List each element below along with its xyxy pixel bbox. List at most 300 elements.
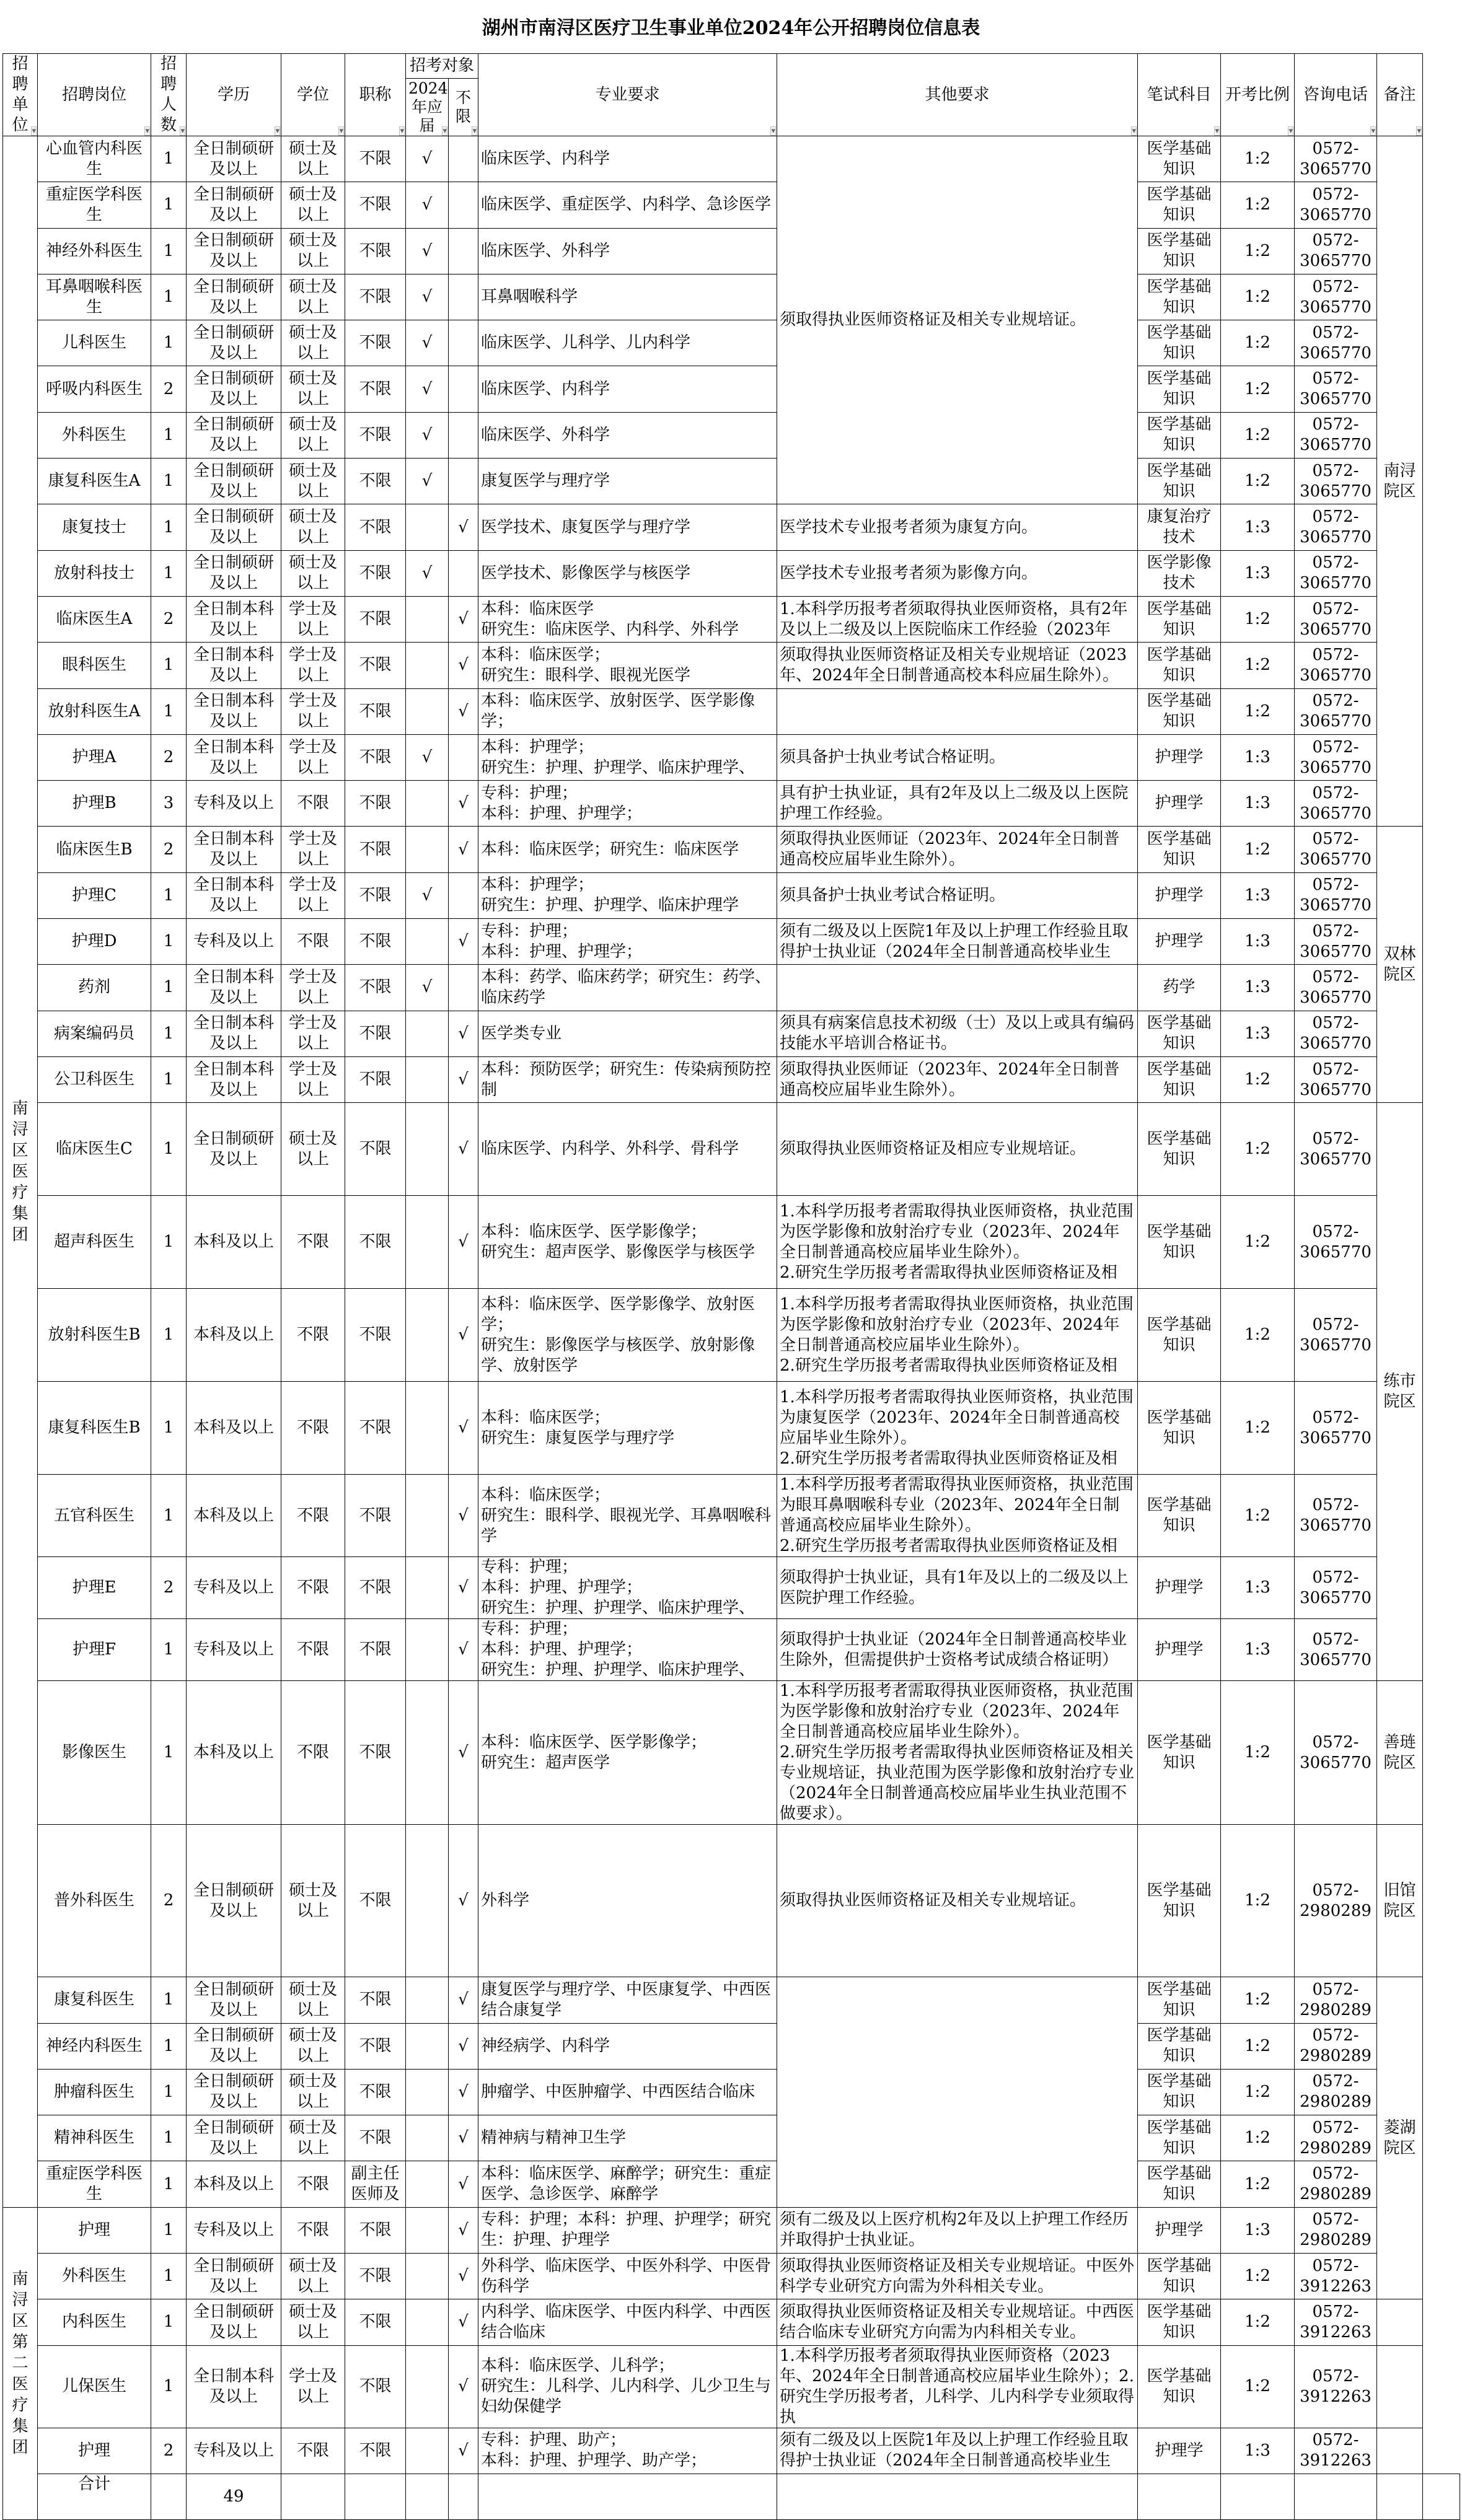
major-text: 康复医学与理疗学	[481, 472, 610, 491]
ratio-cell: 1:2	[1221, 2161, 1295, 2207]
header-target-2024[interactable]: 2024年应届 ▾	[406, 78, 449, 136]
position-cell: 儿科医生	[38, 320, 151, 366]
other-text: 1.本科学历报考者需取得执业医师资格，执业范围为眼耳鼻咽喉科专业（2023年、2024年全日制普通高校应届毕业生除外）。 2.研究生学历报考者需取得执业医师资格证及相	[780, 1475, 1134, 1556]
position-cell: 心血管内科医生	[38, 136, 151, 182]
other-text: 1.本科学历报考者需取得执业医师资格，执业范围为医学影像和放射治疗专业（2023年、2024年全日制普通高校应届毕业生除外）。 2.研究生学历报考者需取得执业医师资格证及相	[780, 1294, 1134, 1375]
major-cell	[478, 182, 777, 228]
degree-cell: 学士及以上	[281, 643, 345, 688]
major-cell	[478, 1475, 777, 1557]
count-cell: 1	[151, 872, 187, 918]
position-cell: 康复科医生	[38, 1977, 151, 2023]
major-text: 康复医学与理疗学、中医康复学、中西医结合康复学	[481, 1980, 772, 2019]
phone-cell: 0572-3065770	[1295, 734, 1377, 780]
degree-cell: 硕士及以上	[281, 1825, 345, 1977]
phone-cell: 0572-3065770	[1295, 550, 1377, 596]
exam-cell: 医学基础知识	[1138, 827, 1221, 872]
table-row	[3, 2207, 1460, 2253]
major-cell	[478, 1681, 777, 1825]
degree-cell: 学士及以上	[281, 596, 345, 642]
target-2024-cell: √	[406, 412, 449, 458]
major-text: 专科：护理、助产； 本科：护理、护理学、助产学；	[481, 2431, 707, 2470]
position-cell: 放射科技士	[38, 550, 151, 596]
title-cell: 不限	[345, 781, 406, 827]
target-any-cell: √	[449, 596, 478, 642]
total-empty	[1377, 2474, 1423, 2519]
major-cell	[478, 1619, 777, 1681]
major-text: 专科：护理； 本科：护理、护理学； 研究生：护理、护理学、临床护理学、	[481, 1558, 755, 1618]
degree-cell: 学士及以上	[281, 734, 345, 780]
exam-cell: 医学影像技术	[1138, 550, 1221, 596]
total-empty	[151, 2474, 187, 2519]
count-cell: 3	[151, 781, 187, 827]
other-cell	[777, 2207, 1138, 2253]
position-cell: 重症医学科医生	[38, 2161, 151, 2207]
target-any-cell	[449, 550, 478, 596]
education-cell: 全日制本科及以上	[187, 965, 281, 1011]
unit-cell: 南浔区医疗集团	[3, 136, 38, 2208]
target-2024-cell	[406, 1056, 449, 1102]
table-row	[3, 1977, 1460, 2023]
position-cell: 外科医生	[38, 412, 151, 458]
position-cell: 精神科医生	[38, 2115, 151, 2161]
target-any-cell: √	[449, 1825, 478, 1977]
major-text: 本科：临床医学； 研究生：眼科学、眼视光学、耳鼻咽喉科学	[481, 1485, 772, 1545]
table-row	[3, 827, 1460, 872]
note-cell: 旧馆院区	[1377, 1825, 1423, 1977]
title-cell: 不限	[345, 1103, 406, 1196]
count-cell: 1	[151, 1382, 187, 1475]
major-text: 本科：临床医学、医学影像学； 研究生：超声医学	[481, 1732, 707, 1772]
count-cell: 2	[151, 366, 187, 412]
title-cell: 不限	[345, 366, 406, 412]
degree-cell: 硕士及以上	[281, 1103, 345, 1196]
exam-cell: 医学基础知识	[1138, 688, 1221, 734]
other-cell	[777, 1103, 1138, 1196]
other-cell	[777, 2299, 1138, 2345]
target-2024-cell	[406, 2254, 449, 2299]
phone-cell: 0572-3065770	[1295, 643, 1377, 688]
education-cell: 本科及以上	[187, 1681, 281, 1825]
note-cell: 练市院区	[1377, 1103, 1423, 1681]
position-cell: 神经内科医生	[38, 2023, 151, 2069]
major-cell	[478, 919, 777, 965]
title-cell: 不限	[345, 2115, 406, 2161]
major-cell	[478, 2115, 777, 2161]
target-any-cell: √	[449, 2299, 478, 2345]
unit-cell: 南浔区第二医疗集团	[3, 2207, 38, 2519]
other-text: 须取得执业医师资格证及相应专业规培证。	[780, 1139, 1086, 1159]
phone-cell: 0572-3065770	[1295, 274, 1377, 320]
major-text: 内科学、临床医学、中医内科学、中西医结合临床	[481, 2302, 772, 2342]
other-cell	[777, 1557, 1138, 1619]
other-text: 须有二级及以上医院1年及以上护理工作经验且取得护士执业证（2024年全日制普通高校毕业生	[780, 2431, 1129, 2470]
target-2024-cell	[406, 1103, 449, 1196]
target-any-cell: √	[449, 827, 478, 872]
phone-cell: 0572-3065770	[1295, 1011, 1377, 1056]
education-cell: 全日制硕研及以上	[187, 2069, 281, 2115]
education-cell: 全日制本科及以上	[187, 643, 281, 688]
exam-cell: 护理学	[1138, 781, 1221, 827]
other-cell	[777, 596, 1138, 642]
major-text: 耳鼻咽喉科学	[481, 288, 578, 307]
target-any-cell	[449, 412, 478, 458]
table-row	[3, 412, 1460, 458]
count-cell: 1	[151, 2115, 187, 2161]
exam-cell: 医学基础知识	[1138, 2161, 1221, 2207]
phone-cell: 0572-3065770	[1295, 872, 1377, 918]
education-cell: 全日制本科及以上	[187, 596, 281, 642]
count-cell: 1	[151, 550, 187, 596]
table-row	[3, 1619, 1460, 1681]
exam-cell: 医学基础知识	[1138, 228, 1221, 274]
major-text: 本科：临床医学； 研究生：眼科学、眼视光医学	[481, 645, 691, 685]
target-2024-cell: √	[406, 965, 449, 1011]
other-cell	[777, 872, 1138, 918]
major-text: 本科：临床医学； 研究生：康复医学与理疗学	[481, 1408, 675, 1447]
title-cell: 不限	[345, 2207, 406, 2253]
target-2024-cell	[406, 1289, 449, 1382]
target-any-cell: √	[449, 2207, 478, 2253]
target-2024-cell: √	[406, 320, 449, 366]
other-text: 须取得护士执业证，具有1年及以上的二级及以上医院护理工作经验。	[780, 1568, 1129, 1607]
major-cell	[478, 872, 777, 918]
position-cell: 临床医生C	[38, 1103, 151, 1196]
header-exam[interactable]: 笔试科目 ▾	[1138, 54, 1221, 136]
header-unit[interactable]: 招聘单位 ▾	[3, 54, 38, 136]
ratio-cell: 1:2	[1221, 412, 1295, 458]
exam-cell: 医学基础知识	[1138, 2345, 1221, 2428]
major-text: 本科：护理学； 研究生：护理、护理学、临床护理学	[481, 876, 739, 915]
phone-cell: 0572-3065770	[1295, 965, 1377, 1011]
target-2024-cell	[406, 2115, 449, 2161]
table-row	[3, 2069, 1460, 2115]
table-row	[3, 2428, 1460, 2474]
education-cell: 本科及以上	[187, 1289, 281, 1382]
header-target-any[interactable]: 不限 ▾	[449, 78, 478, 136]
total-empty	[449, 2474, 478, 2519]
table-row	[3, 688, 1460, 734]
education-cell: 全日制硕研及以上	[187, 1825, 281, 1977]
page-title: 湖州市南浔区医疗卫生事业单位2024年公开招聘岗位信息表	[482, 17, 980, 39]
target-2024-cell	[406, 919, 449, 965]
other-cell	[777, 2428, 1138, 2474]
major-text: 医学类专业	[481, 1024, 562, 1043]
count-cell: 1	[151, 412, 187, 458]
major-cell	[478, 781, 777, 827]
header-degree[interactable]: 学位 ▾	[281, 54, 345, 136]
major-cell	[478, 734, 777, 780]
other-text: 须具备护士执业考试合格证明。	[780, 748, 1006, 766]
education-cell: 专科及以上	[187, 2207, 281, 2253]
count-cell: 2	[151, 827, 187, 872]
position-cell: 重症医学科医生	[38, 182, 151, 228]
education-cell: 全日制本科及以上	[187, 688, 281, 734]
title-cell: 不限	[345, 1825, 406, 1977]
count-cell: 1	[151, 1103, 187, 1196]
count-cell: 1	[151, 1681, 187, 1825]
exam-cell: 护理学	[1138, 872, 1221, 918]
other-text: 须取得执业医师资格证及相关专业规培证。	[780, 310, 1086, 330]
exam-cell: 医学基础知识	[1138, 643, 1221, 688]
count-cell: 1	[151, 2254, 187, 2299]
ratio-cell: 1:2	[1221, 136, 1295, 182]
title-cell: 不限	[345, 182, 406, 228]
other-cell	[777, 1619, 1138, 1681]
exam-cell: 医学基础知识	[1138, 412, 1221, 458]
position-cell: 临床医生A	[38, 596, 151, 642]
title-cell: 不限	[345, 965, 406, 1011]
degree-cell: 硕士及以上	[281, 2254, 345, 2299]
target-2024-cell	[406, 2023, 449, 2069]
target-2024-cell: √	[406, 872, 449, 918]
title-cell: 不限	[345, 1977, 406, 2023]
major-cell	[478, 366, 777, 412]
education-cell: 全日制本科及以上	[187, 1011, 281, 1056]
other-text: 1.本科学历报考者需取得执业医师资格，执业范围为医学影像和放射治疗专业（2023年、2024年全日制普通高校应届毕业生除外）。 2.研究生学历报考者需取得执业医师资格证及相	[780, 1201, 1134, 1282]
count-cell: 1	[151, 965, 187, 1011]
count-cell: 2	[151, 1557, 187, 1619]
position-cell: 病案编码员	[38, 1011, 151, 1056]
ratio-cell: 1:2	[1221, 320, 1295, 366]
phone-cell: 0572-3065770	[1295, 1681, 1377, 1825]
major-cell	[478, 412, 777, 458]
education-cell: 专科及以上	[187, 781, 281, 827]
count-cell: 1	[151, 688, 187, 734]
major-cell	[478, 1196, 777, 1289]
table-row	[3, 1475, 1460, 1557]
title-cell: 不限	[345, 228, 406, 274]
major-text: 本科：临床医学、医学影像学、放射医学； 研究生：影像医学与核医学、放射影像学、放射医学	[481, 1294, 755, 1375]
other-cell	[777, 734, 1138, 780]
table-row	[3, 1681, 1460, 1825]
ratio-cell: 1:2	[1221, 228, 1295, 274]
table-row	[3, 504, 1460, 550]
major-text: 临床医学、外科学	[481, 241, 610, 260]
target-any-cell: √	[449, 1056, 478, 1102]
note-cell-empty	[1377, 2345, 1423, 2428]
target-2024-cell: √	[406, 550, 449, 596]
education-cell: 全日制本科及以上	[187, 827, 281, 872]
major-text: 临床医学、内科学	[481, 149, 610, 169]
degree-cell: 硕士及以上	[281, 274, 345, 320]
other-text: 须有二级及以上医院1年及以上护理工作经验且取得护士执业证（2024年全日制普通高校毕业生	[780, 921, 1129, 961]
target-any-cell: √	[449, 2428, 478, 2474]
count-cell: 2	[151, 1825, 187, 1977]
education-cell: 全日制硕研及以上	[187, 504, 281, 550]
other-cell	[777, 1977, 1138, 2207]
header-other[interactable]: 其他要求 ▾	[777, 54, 1138, 136]
education-cell: 本科及以上	[187, 2161, 281, 2207]
target-any-cell: √	[449, 504, 478, 550]
major-text: 本科：临床医学 研究生：临床医学、内科学、外科学	[481, 599, 739, 639]
header-count[interactable]: 招聘人数 ▾	[151, 54, 187, 136]
ratio-cell: 1:2	[1221, 1382, 1295, 1475]
header-major[interactable]: 专业要求 ▾	[478, 54, 777, 136]
target-2024-cell: √	[406, 459, 449, 504]
other-text: 须取得执业医师资格证及相关专业规培证。中西医结合临床专业研究方向需为内科相关专业。	[780, 2302, 1135, 2342]
count-cell: 1	[151, 1011, 187, 1056]
count-cell: 2	[151, 734, 187, 780]
phone-cell: 0572-3065770	[1295, 136, 1377, 182]
title-cell: 不限	[345, 872, 406, 918]
header-position[interactable]: 招聘岗位 ▾	[38, 54, 151, 136]
target-any-cell: √	[449, 1681, 478, 1825]
education-cell: 专科及以上	[187, 2428, 281, 2474]
table-row	[3, 1289, 1460, 1382]
position-cell: 眼科医生	[38, 643, 151, 688]
other-text: 医学技术专业报考者须为影像方向。	[780, 563, 1038, 582]
target-2024-cell	[406, 504, 449, 550]
count-cell: 1	[151, 136, 187, 182]
target-any-cell: √	[449, 2023, 478, 2069]
ratio-cell: 1:3	[1221, 1619, 1295, 1681]
other-text: 1.本科学历报考者须取得执业医师资格（2023年、2024年全日制普通高校应届毕业生除外）；2.研究生学历报考者，儿科学、儿内科学专业须取得执	[780, 2346, 1135, 2426]
target-any-cell: √	[449, 2345, 478, 2428]
major-cell	[478, 1289, 777, 1382]
phone-cell: 0572-3065770	[1295, 182, 1377, 228]
count-cell: 1	[151, 228, 187, 274]
target-2024-cell	[406, 643, 449, 688]
target-2024-cell	[406, 596, 449, 642]
degree-cell: 硕士及以上	[281, 504, 345, 550]
exam-cell: 医学基础知识	[1138, 1681, 1221, 1825]
header-education[interactable]: 学历 ▾	[187, 54, 281, 136]
degree-cell: 不限	[281, 781, 345, 827]
other-cell	[777, 1056, 1138, 1102]
other-text: 须有二级及以上医疗机构2年及以上护理工作经历并取得护士执业证。	[780, 2210, 1129, 2250]
table-row	[3, 1382, 1460, 1475]
position-cell: 护理C	[38, 872, 151, 918]
phone-cell: 0572-3065770	[1295, 1196, 1377, 1289]
ratio-cell: 1:2	[1221, 459, 1295, 504]
position-cell: 护理	[38, 2428, 151, 2474]
title-cell: 不限	[345, 1619, 406, 1681]
major-cell	[478, 643, 777, 688]
phone-cell: 0572-3065770	[1295, 1475, 1377, 1557]
table-row	[3, 550, 1460, 596]
phone-cell: 0572-2980289	[1295, 2161, 1377, 2207]
table-row	[3, 1557, 1460, 1619]
recruitment-table	[2, 53, 1460, 2520]
exam-cell: 药学	[1138, 965, 1221, 1011]
education-cell: 全日制硕研及以上	[187, 320, 281, 366]
major-cell	[478, 2023, 777, 2069]
other-cell	[777, 550, 1138, 596]
phone-cell: 0572-3912263	[1295, 2345, 1377, 2428]
phone-cell: 0572-3065770	[1295, 781, 1377, 827]
count-cell: 1	[151, 1475, 187, 1557]
major-text: 专科：护理； 本科：护理、护理学；	[481, 921, 643, 961]
target-2024-cell	[406, 1977, 449, 2023]
title-cell: 不限	[345, 320, 406, 366]
table-row	[3, 781, 1460, 827]
target-2024-cell: √	[406, 228, 449, 274]
ratio-cell: 1:3	[1221, 965, 1295, 1011]
header-ratio[interactable]: 开考比例 ▾	[1221, 54, 1295, 136]
education-cell: 全日制硕研及以上	[187, 2023, 281, 2069]
target-any-cell: √	[449, 1103, 478, 1196]
degree-cell: 不限	[281, 1289, 345, 1382]
exam-cell: 医学基础知识	[1138, 1103, 1221, 1196]
education-cell: 本科及以上	[187, 1475, 281, 1557]
exam-cell: 医学基础知识	[1138, 2115, 1221, 2161]
title-cell: 不限	[345, 2345, 406, 2428]
phone-cell: 0572-2980289	[1295, 1825, 1377, 1977]
count-cell: 1	[151, 2207, 187, 2253]
ratio-cell: 1:2	[1221, 1103, 1295, 1196]
position-cell: 耳鼻咽喉科医生	[38, 274, 151, 320]
phone-cell: 0572-3065770	[1295, 688, 1377, 734]
header-title[interactable]: 职称 ▾	[345, 54, 406, 136]
major-text: 本科：预防医学；研究生：传染病预防控制	[481, 1060, 772, 1099]
exam-cell: 护理学	[1138, 734, 1221, 780]
phone-cell: 0572-2980289	[1295, 2207, 1377, 2253]
other-cell	[777, 643, 1138, 688]
title-cell: 不限	[345, 827, 406, 872]
exam-cell: 医学基础知识	[1138, 1475, 1221, 1557]
phone-cell: 0572-3065770	[1295, 459, 1377, 504]
ratio-cell: 1:2	[1221, 2023, 1295, 2069]
major-cell	[478, 827, 777, 872]
target-any-cell	[449, 965, 478, 1011]
education-cell: 全日制硕研及以上	[187, 2115, 281, 2161]
ratio-cell: 1:3	[1221, 919, 1295, 965]
header-phone[interactable]: 咨询电话 ▾	[1295, 54, 1377, 136]
count-cell: 1	[151, 2345, 187, 2428]
table-row	[3, 2254, 1460, 2299]
header-note[interactable]: 备注 ▾	[1377, 54, 1423, 136]
target-any-cell: √	[449, 1977, 478, 2023]
target-any-cell	[449, 459, 478, 504]
title-cell: 不限	[345, 1557, 406, 1619]
exam-cell: 医学基础知识	[1138, 1977, 1221, 2023]
note-cell: 南浔院区	[1377, 136, 1423, 827]
major-text: 精神病与精神卫生学	[481, 2128, 627, 2148]
target-2024-cell: √	[406, 274, 449, 320]
target-any-cell	[449, 274, 478, 320]
title-cell: 不限	[345, 919, 406, 965]
note-cell-empty	[1377, 2428, 1423, 2474]
exam-cell: 护理学	[1138, 2207, 1221, 2253]
education-cell: 全日制硕研及以上	[187, 2299, 281, 2345]
education-cell: 全日制本科及以上	[187, 2345, 281, 2428]
note-cell: 双林院区	[1377, 827, 1423, 1103]
education-cell: 全日制硕研及以上	[187, 1103, 281, 1196]
table-row	[3, 643, 1460, 688]
ratio-cell: 1:2	[1221, 2299, 1295, 2345]
major-text: 肿瘤学、中医肿瘤学、中西医结合临床	[481, 2082, 755, 2101]
position-cell: 超声科医生	[38, 1196, 151, 1289]
ratio-cell: 1:2	[1221, 366, 1295, 412]
ratio-cell: 1:2	[1221, 274, 1295, 320]
title-cell: 不限	[345, 1681, 406, 1825]
target-any-cell: √	[449, 1289, 478, 1382]
phone-cell: 0572-3065770	[1295, 504, 1377, 550]
count-cell: 1	[151, 459, 187, 504]
table-row	[3, 965, 1460, 1011]
ratio-cell: 1:3	[1221, 2428, 1295, 2474]
table-row	[3, 136, 1460, 182]
target-any-cell: √	[449, 2254, 478, 2299]
exam-cell: 医学基础知识	[1138, 2299, 1221, 2345]
phone-cell: 0572-2980289	[1295, 1977, 1377, 2023]
education-cell: 全日制本科及以上	[187, 872, 281, 918]
degree-cell: 硕士及以上	[281, 366, 345, 412]
degree-cell: 硕士及以上	[281, 2299, 345, 2345]
table-row	[3, 2161, 1460, 2207]
title-cell: 不限	[345, 2254, 406, 2299]
table-row	[3, 1011, 1460, 1056]
